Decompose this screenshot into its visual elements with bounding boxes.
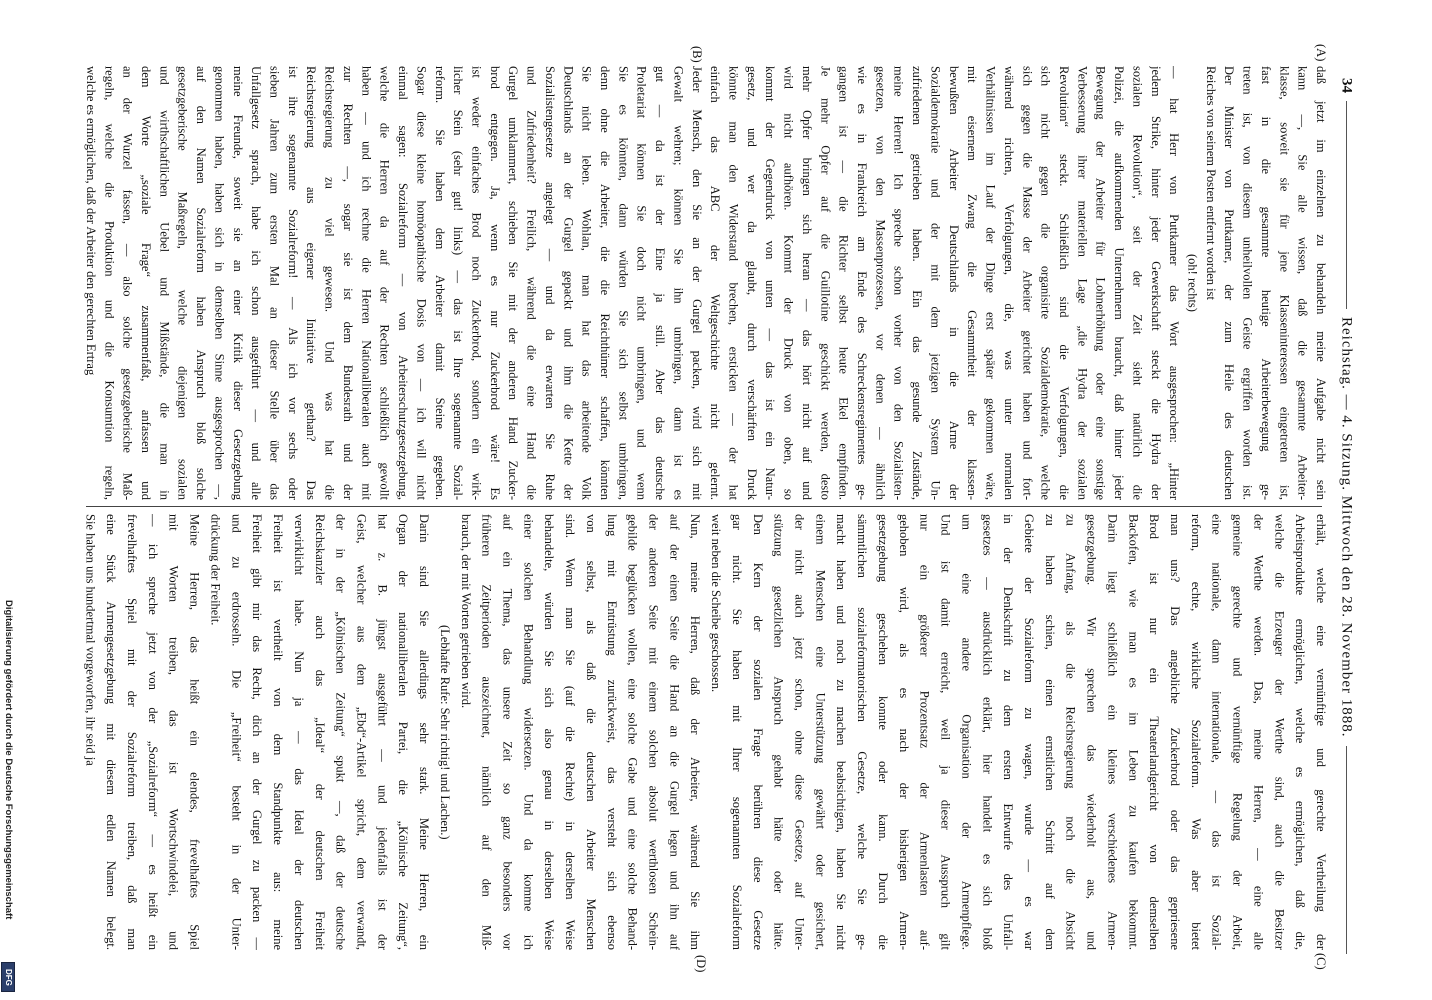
text-line: Sie haben uns hundertmal vorgeworfen, ihr seid ja [83,514,98,766]
text-line: gehoben wird, als es nach der bisherigen Armen- [896,514,911,950]
text-line: denn ohne die Arbeiter, die die Reichthümer schaffen, könnten [597,66,612,500]
text-line: wie es in Frankreich am Ende des Schreckensregimentes ge- [855,66,870,500]
margin-marker-a: (A) [1314,44,1328,62]
text-line: fast in die gesammte heutige Arbeiterbewegung ge- [1258,66,1273,500]
text-line: mit eisernem Zwang die Gesammtheit der klassen- [965,66,980,500]
text-line: Bewegung der Arbeiter für Lohnerhöhung oder eine sonstige [1093,66,1108,500]
dfg-logo: DFG [1,962,15,992]
header-rule [1346,746,1347,954]
margin-marker-c: (C) [1314,953,1328,970]
text-line: weit neben die Scheibe geschossen. [709,514,724,693]
text-line: Meine Herren, das heißt ein elendes, frevelhaftes Spiel [187,514,202,950]
text-line: kommt der Gegendruck von unten — das ist ein Natur- [763,66,778,500]
text-line: stützung gesetzlichen Anspruch gehabt hätte oder hätte. [771,514,786,950]
text-line: erhält, welche eine vernünftige und gerechte Vertheilung der [1314,514,1328,950]
text-line: Verhältnissen im Lauf der Dinge erst später gekommen wäre, [983,66,998,500]
text-line: daß jetzt im einzelnen zu behandeln meine Aufgabe nicht sein [1314,66,1328,500]
text-line: bewußten Arbeiter Deutschlands in die Arme der [946,66,961,500]
text-line: kann —, Sie alle wissen, daß die gesammte Arbeiter- [1295,66,1310,500]
text-line: gesetzgeberische Maßregeln, welche diejenigen sozialen [175,66,190,500]
text-line: einfach das ABC der Weltgeschichte nicht gelernt. [708,66,723,500]
text-line: Darin sind Sie allerdings sehr stark. Meine Herren, ein [417,514,432,950]
text-line: Sozialdemokratie und der mit dem jetzigen System Un- [928,66,943,500]
text-line: haben — und ich rechne die Herren Nationalliberalen auch mit [359,66,374,500]
text-line: ist weder einfaches Brod noch Zuckerbrod, sondern ein wirk- [469,66,484,500]
margin-marker-d: (D) [694,955,708,973]
text-line: Deutschlands an der Gurgel gepackt und ihm die Kette der [561,66,576,500]
text-line: von selbst, als daß die deutschen Arbeiter Menschen [583,514,598,950]
text-line: hat z. B. jüngst ausgeführt — und jedenfalls ist der [375,514,390,950]
text-line: meine Freunde, soweit sie an einer Kritik dieser Gesetzgebung [230,66,245,500]
text-line: Reichskanzler auch das „Ideal“ der deutschen Freiheit [312,514,327,950]
margin-marker-b: (B) [690,46,704,63]
text-line: Proletariat können Sie doch nicht umbringen, und wenn [634,66,649,500]
text-line: Revolution“ steckt. Schließlich sind die Verfolgungen, die [1056,66,1071,500]
text-line: ist ihre sogenannte Sozialreform! — Als ich vor sechs oder [285,66,300,500]
text-line: frevelhaftes Spiel mit der Sozialreform treiben, daß man [125,514,140,950]
text-line: gesetzgebung. Wir sprechen das wiederholt aus, und [1084,514,1099,950]
text-line: sind. Wenn man Sie (auf die Rechte) in derselben Weise [563,514,578,950]
text-line: meine Herren! Ich spreche schon vorher von den Sozialisten- [891,66,906,500]
text-line: sich nicht gegen die organisirte Sozialdemokratie, welche [1038,66,1053,500]
interjection-line: (oh! rechts) [1185,254,1200,312]
text-line: sieben Jahren zum ersten Mal an dieser Stelle über das [267,66,282,500]
text-line: gesetzen, von den Massenprozessen, vor denen — ähnlich [873,66,888,500]
interjection-line: (Lebhafte Rufe: Sehr richtig! und Lachen.) [437,624,452,840]
text-column [82,66,1328,500]
text-line: auf der einen Seite die Hand an die Gurgel legen und ihn auf [667,514,682,950]
digitization-credit: Digitalisierung gefördert durch die Deutsche Forschungsgemeinschaft [3,600,14,920]
text-line: genommen haben, haben sich in demselben Sinne ausgesprochen —, [212,66,227,500]
text-line: reform. Sie haben dem Arbeiter damit Steine gegeben. [432,66,447,500]
text-line: nur ein größerer Prozentsatz der Armenlasten auf- [917,514,932,950]
text-line: — ich spreche jetzt von der „Sozialreform“ — es heißt ein [145,514,160,950]
text-line: Organ der nationalliberalen Partei, die „Kölnische Zeitung“, [396,514,411,950]
text-line: Sie nicht leben. Wohlan, man hat das arbeitende Volk [579,66,594,500]
text-line: Brod ist nur ein Theaterlandgericht von demselben [1147,514,1162,950]
text-line: Je mehr Opfer auf die Guillotine geschickt werden, desto [818,66,833,500]
text-line: jedem Strike, hinter jeder Gewerkschaft steckt die Hydra der [1148,66,1163,500]
text-line: Der Minister von Puttkamer, der zum Heile des deutschen [1222,66,1237,500]
text-line: in der Denkschrift zu dem ersten Entwurfe des Unfall- [1001,514,1016,950]
text-line: an der Wurzel fassen, — also solche gesetzgeberische Maß- [120,66,135,500]
text-line: gar nicht. Sie haben mit Ihrer sogenannten Sozialreform [729,514,744,950]
text-line: Verbesserung ihrer materiellen Lage „die Hydra der sozialen [1075,66,1090,500]
text-line: zu Anfang, als die Reichsregierung noch die Absicht [1063,514,1078,950]
text-line: auf den Namen Sozialreform haben Anspruch bloß solche [194,66,209,500]
text-line: Sie es könnten, dann würden Sie sich selbst umbringen, [616,66,631,500]
text-line: gut — da ist der Eine ja still. Aber das deutsche [653,66,668,500]
text-line: Und ist damit erreicht, weil ja dieser Ausspruch gilt [938,514,953,950]
text-line: während richten, Verfolgungen, die, was unter normalen [1001,66,1016,500]
text-line: reform, echte, wirkliche Sozialreform. Was aber bietet [1188,514,1203,950]
text-line: gemeine gerechte und vernünftige Regelung der Arbeit, [1230,514,1245,950]
text-line: brauch, der mit Worten getrieben wird. [458,514,473,709]
text-line: — hat Herr von Puttkamer das Wort ausgesprochen: „Hinter [1167,66,1182,500]
text-line: sämmtlichen sozialreformatorischen Gesetze, welche Sie ge- [855,514,870,950]
text-line: um eine andere Organisation der Armenpflege. [959,514,974,950]
text-column [82,514,1328,950]
text-line: welche die Herren da auf der Rechten schließlich gewollt [377,66,392,500]
text-line: treten ist, von diesem unheilvollen Geiste ergriffen worden ist. [1240,66,1255,500]
text-line: Gebiete der Sozialreform zu wagen, wurde — es war [1021,514,1036,950]
text-line: und Zufriedenheit? Freilich, während die eine Hand die [524,66,539,500]
text-line: sozialen Revolution“, seit der Zeit sieht natürlich die [1130,66,1145,500]
text-line: mit Worten treiben, das ist Wortschwindelei, und [166,514,181,950]
text-line: zufriedenen getrieben haben. Ein das gesunde Zustände, [910,66,925,500]
text-line: licher Stein (sehr gut! links) — das ist Ihre sogenannte Sozial- [451,66,466,500]
text-line: Unfallgesetz sprach, habe ich schon ausgeführt — und alle [249,66,264,500]
text-line: einem Menschen eine Unterstützung gewährt oder gesichert, [813,514,828,950]
header-title: Reichstag. — 4. Sitzung. Mittwoch den 28. November 1888. [1338,317,1355,738]
text-line: Sogar diese kleine homöopathische Dosis von — ich will nicht [414,66,429,500]
text-line: Freiheit gibt mir das Recht, dich an der Gurgel zu packen — [250,514,265,950]
text-line: zur Rechten —, sogar sie ist dem Bundesrath und der [340,66,355,500]
text-line: wird nicht aufhören. Kommt der Druck von oben, so [781,66,796,500]
text-line: zu haben schien, einen ernstlichen Schritt auf dem [1042,514,1057,950]
text-line: dem Worte „soziale Frage“ zusammenfaßt, anfassen und [139,66,153,500]
text-line: Gewalt wehren; können Sie ihn umbringen, dann ist es [671,66,686,500]
text-line: einer solchen Behandlung widersetzen. Und da komme ich [521,514,536,950]
text-line: Jeder Mensch, den Sie an der Gurgel packen, wird sich mit [689,66,704,500]
text-line: und zu erdrosseln. Die „Freiheit“ besteht in der Unter- [229,514,244,950]
text-line: Geist, welcher aus dem „Ebd“-Artikel spricht, dem verwandt, [354,514,369,950]
text-line: der nicht auch jetzt schon, ohne diese Gesetze, auf Unter- [792,514,807,950]
text-line: gangen ist — die Richter selbst heute Ekel empfinden. [836,66,851,500]
text-line: lung mit Entrüstung zurückweist, das versteht sich ebenso [604,514,619,950]
text-line: Freiheit ist vertheilt von dem Standpunkte aus: meine [271,514,286,950]
text-line: könnte man den Widerstand brechen, ersticken — der hat [726,66,741,500]
text-line: klasse, soweit sie für jene Klasseninteressen eingetreten ist, [1277,66,1292,500]
text-line: behandelte, würden Sie sich also genau in derselben Weise [542,514,557,950]
text-line: Reichsregierung aus eigener Initiative gethan? Das [304,66,319,500]
text-line: gesetz, und wer da glaubt, durch verschärften Druck [744,66,759,500]
text-line: Sozialistengesetze angelegt — und da erwarten Sie Ruhe [542,66,557,500]
text-line: drückung der Freiheit. [208,514,223,626]
text-line: mehr Opfer bringen sich heran — das hört nicht auf und [799,66,814,500]
text-line: Reiches von seinem Posten entfernt worden ist [1203,66,1218,300]
text-line: welche es ermöglichen, daß der Arbeiter den gerechten Ertrag [83,66,98,376]
text-line: Den Kern der sozialen Frage berühren diese Gesetze [750,514,765,950]
text-line: Darin liegt schließlich ein kleines verschiedenes Armen- [1105,514,1120,950]
text-line: gesetzes — ausdrücklich erklärt, hier handelt es sich bloß [980,514,995,950]
text-line: Gurgel umklammert, schieben Sie mit der anderen Hand Zucker- [506,66,521,500]
text-line: man uns? Das angebliche Zuckerbrod oder das gepriesene [1167,514,1182,950]
column-divider [86,506,1322,507]
text-line: Nun, meine Herren, daß der Arbeiter, während Sie ihm [688,514,703,950]
text-line: sich gegen die Masse der Arbeiter gerichtet haben und fort- [1020,66,1035,500]
text-line: der Werthe werden. Das, meine Herren, — eine alle [1251,514,1266,950]
text-line: macht haben und noch zu machen beabsichtigen, haben Sie nicht [834,514,849,950]
page-number: 34 [1338,78,1355,93]
text-line: einmal sagen: Sozialreform — von Arbeiterschutzgesetzgebung, [396,66,411,500]
text-line: eine Stück Armengesetzgebung mit diesem edlen Namen belegt. [104,514,119,950]
text-line: früheren Zeitperioden auszeichnet, nämlich auf den Miß- [479,514,494,950]
text-line: Reichsregierung zu viel gewesen. Und was hat die [322,66,337,500]
text-line: regeln, welche die Produktion und die Konsumtion regeln, [102,66,117,500]
text-line: brod entgegen. Ja, wenn es nur Zuckerbrod wäre! Es [487,66,502,500]
text-line: der anderen Seite mit einem solchen absolut werthlosen Schein- [646,514,661,950]
text-line: Polizei, die aufkommenden Unternehmern braucht, daß hinter jeder [1112,66,1127,500]
text-line: gesetzgebung geschehen konnte oder kann. Durch die [875,514,890,950]
text-line: auf ein Thema, das unsere Zeit so ganz besonders vor [500,514,515,950]
text-line: der in der „Kölnischen Zeitung“ spukt —, daß der deutsche [333,514,348,950]
header-rule [1346,101,1347,309]
text-line: Backofen, wie man es im Leben zu kaufen bekommt. [1126,514,1141,950]
text-line: Arbeitsprodukte ermöglichen, welche es ermöglichen, daß die, [1293,514,1308,950]
text-line: gebilde beglücken wollen, eine solche Gabe und eine solche Behand- [625,514,640,950]
text-line: und wirthschaftlichen Uebel und Mißstände, die man in [157,66,172,500]
text-line: eine nationale, dann internationale, — das ist Sozial- [1209,514,1224,950]
text-line: welche die Erzeuger der Werthe sind, auch die Besitzer [1272,514,1287,950]
text-line: verwirklicht habe. Nun ja — das Ideal der deutschen [291,514,306,950]
running-header [1336,78,1356,962]
